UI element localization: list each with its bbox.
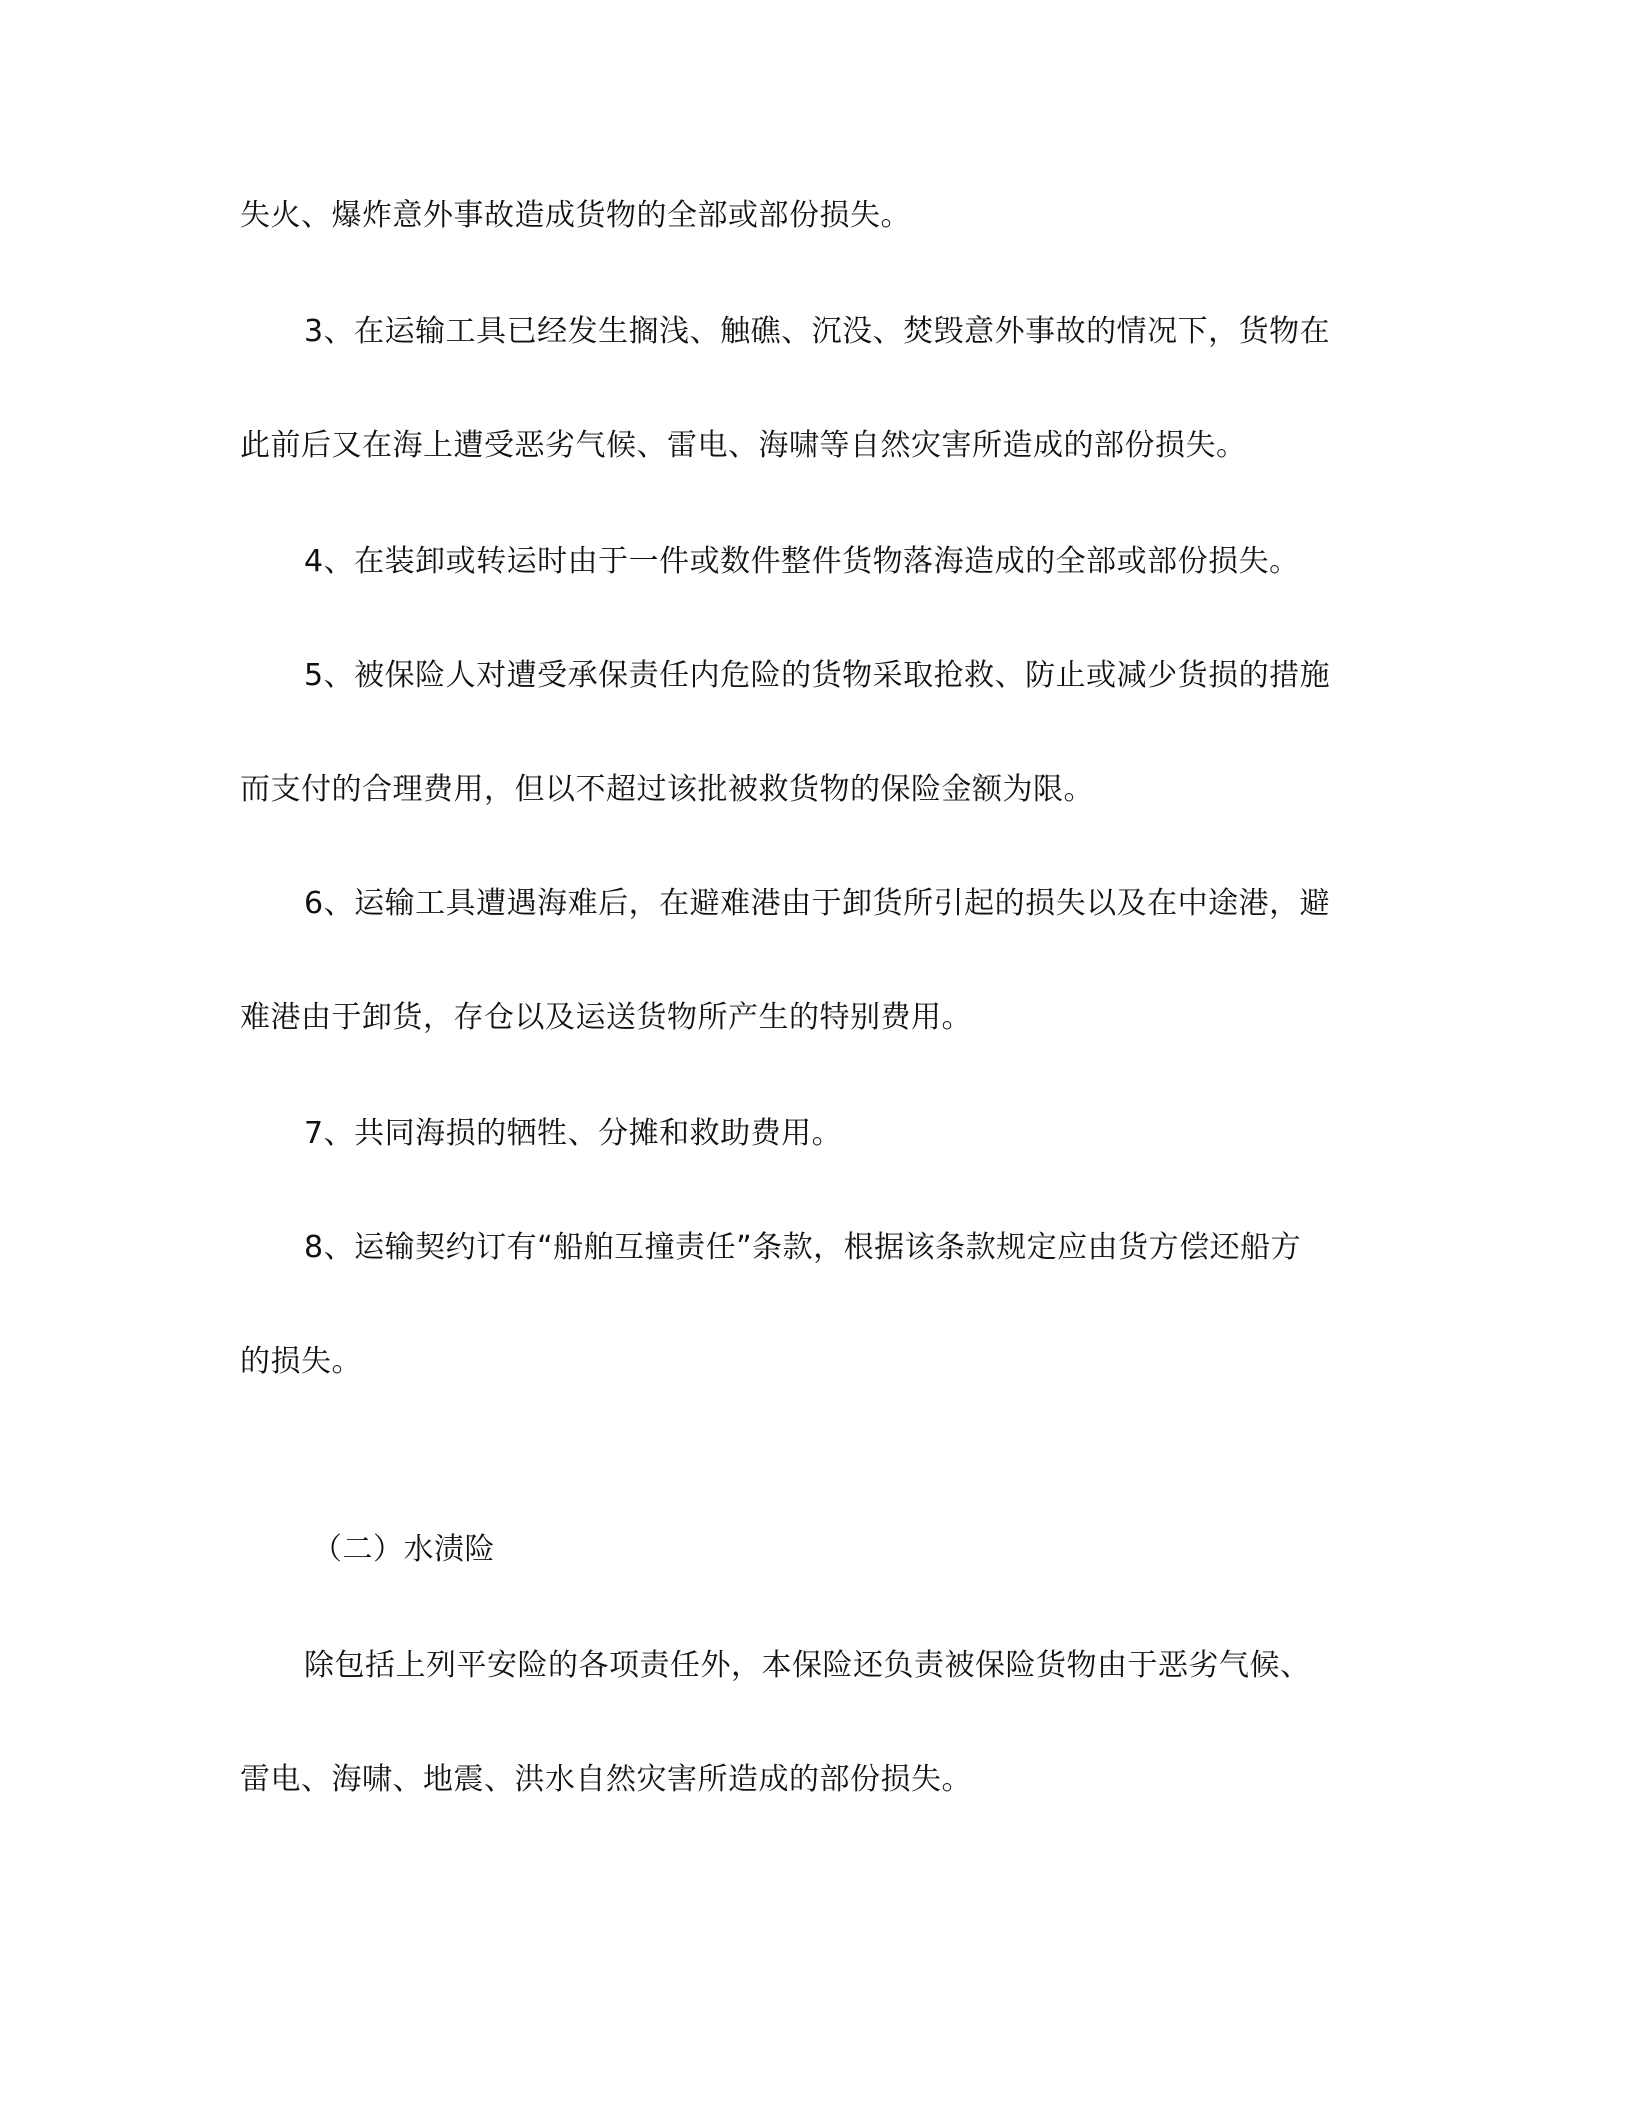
- section-heading: （二）水渍险: [312, 1532, 495, 1567]
- list-item-4: 4、在装卸或转运时由于一件或数件整件货物落海造成的全部或部份损失。: [304, 544, 1300, 579]
- list-item-5: 5、被保险人对遭受承保责任内危险的货物采取抢救、防止或减少货损的措施: [304, 658, 1331, 693]
- text-line: 难港由于卸货，存仓以及运送货物所产生的特别费用。: [240, 1000, 972, 1035]
- text-line: 而支付的合理费用，但以不超过该批被救货物的保险金额为限。: [240, 772, 1094, 807]
- text-line: 的损失。: [240, 1344, 362, 1379]
- text-line: 此前后又在海上遭受恶劣气候、雷电、海啸等自然灾害所造成的部份损失。: [240, 428, 1247, 463]
- paragraph-line: 除包括上列平安险的各项责任外，本保险还负责被保险货物由于恶劣气候、: [304, 1648, 1311, 1683]
- list-item-3: 3、在运输工具已经发生搁浅、触礁、沉没、焚毁意外事故的情况下，货物在: [304, 314, 1331, 349]
- list-item-6: 6、运输工具遭遇海难后，在避难港由于卸货所引起的损失以及在中途港，避: [304, 886, 1331, 921]
- text-line: 失火、爆炸意外事故造成货物的全部或部份损失。: [240, 198, 911, 233]
- paragraph-line: 雷电、海啸、地震、洪水自然灾害所造成的部份损失。: [240, 1762, 972, 1797]
- list-item-7: 7、共同海损的牺牲、分摊和救助费用。: [304, 1116, 843, 1151]
- list-item-8: 8、运输契约订有“船舶互撞责任”条款，根据该条款规定应由货方偿还船方: [304, 1230, 1302, 1265]
